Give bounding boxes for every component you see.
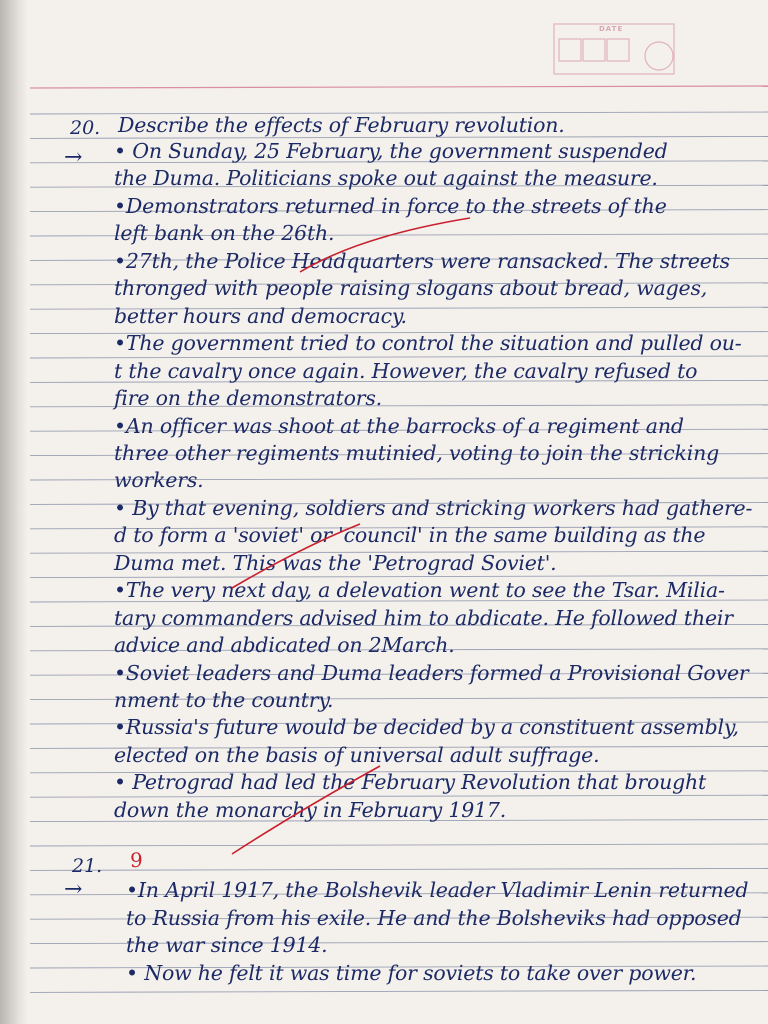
handwritten-line: nment to the country.	[114, 688, 334, 712]
question-21-number: 21.	[72, 855, 103, 877]
handwritten-line: thronged with people raising slogans about bread, wages,	[114, 276, 708, 301]
handwritten-line: •Soviet leaders and Duma leaders formed a Provisional Gover	[114, 660, 749, 685]
handwritten-line: Duma met. This was the 'Petrograd Soviet'.	[114, 550, 557, 575]
handwritten-line: •In April 1917, the Bolshevik leader Vladimir Lenin returned	[126, 878, 749, 902]
handwritten-line: elected on the basis of universal adult suffrage.	[114, 742, 600, 767]
handwritten-line: • By that evening, soldiers and stricking workers had gathere-	[114, 495, 753, 520]
handwritten-line: the Duma. Politicians spoke out against the measure.	[114, 166, 658, 191]
question-21-mark: 9	[130, 848, 143, 872]
handwritten-line: •The government tried to control the situation and pulled ou-	[114, 331, 742, 356]
question-20-title: Describe the effects of February revolution.	[118, 113, 565, 137]
handwritten-line: advice and abdicated on 2March.	[114, 633, 455, 658]
arrow-icon: →	[64, 877, 83, 902]
handwritten-line: •An officer was shoot at the barrocks of a regiment and	[114, 413, 684, 438]
handwritten-line: •27th, the Police Headquarters were ransacked. The streets	[114, 248, 730, 273]
handwritten-line: tary commanders advised him to abdicate. He followed their	[114, 605, 733, 630]
handwritten-line: fire on the demonstrators.	[114, 386, 382, 411]
handwritten-line: •Demonstrators returned in force to the streets of the	[114, 193, 667, 218]
handwritten-line: the war since 1914.	[126, 933, 328, 957]
handwritten-line: • Petrograd had led the February Revolution that brought	[114, 770, 707, 795]
handwritten-line: •The very next day, a delevation went to see the Tsar. Milia-	[114, 578, 725, 603]
date-label: DATE	[599, 25, 624, 33]
handwritten-line: d to form a 'soviet' or 'council' in the same building as the	[114, 523, 706, 548]
handwritten-line: • Now he felt it was time for soviets to take over power.	[126, 960, 697, 985]
handwritten-line: • On Sunday, 25 February, the government suspended	[114, 139, 668, 163]
handwritten-line: •Russia's future would be decided by a constituent assembly,	[114, 715, 739, 740]
handwritten-line: t the cavalry once again. However, the cavalry refused to	[114, 358, 698, 383]
question-20-number: 20.	[70, 117, 101, 139]
handwritten-line: three other regiments mutinied, voting to join the stricking	[114, 440, 720, 465]
handwritten-line: to Russia from his exile. He and the Bolsheviks had opposed	[126, 905, 742, 930]
handwritten-line: better hours and democracy.	[114, 303, 407, 328]
arrow-icon: →	[64, 145, 83, 170]
handwritten-line: left bank on the 26th.	[114, 221, 335, 246]
handwritten-line: down the monarchy in February 1917.	[114, 797, 507, 822]
handwritten-line: workers.	[114, 468, 204, 493]
